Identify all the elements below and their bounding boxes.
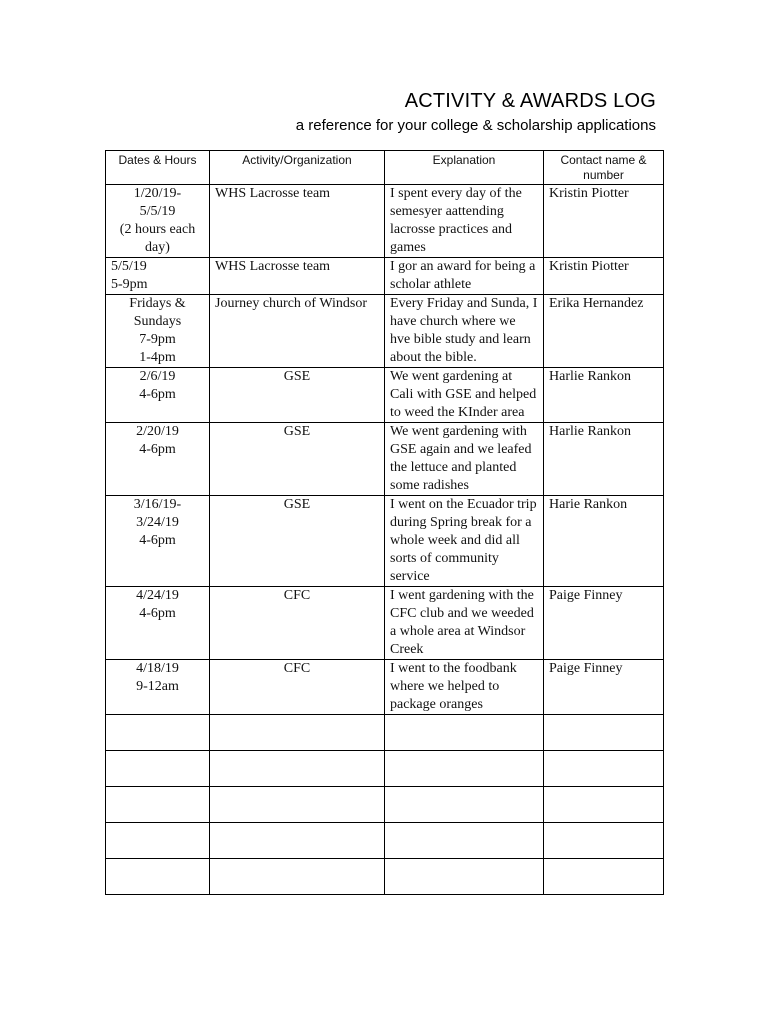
page-title: ACTIVITY & AWARDS LOG: [404, 90, 656, 112]
dates-cell: 4/24/19 4-6pm: [106, 587, 210, 660]
activity-log-table: [105, 150, 664, 895]
explanation-cell: We went gardening with GSE again and we leafed the lettuce and planted some radishes: [385, 423, 544, 496]
dates-cell: 2/6/19 4-6pm: [106, 368, 210, 423]
dates-cell: 2/20/19 4-6pm: [106, 423, 210, 496]
table-row-empty: [106, 787, 664, 823]
contact-cell: [544, 751, 664, 787]
table-row: [106, 496, 664, 587]
table-row: [106, 587, 664, 660]
explanation-cell: [385, 787, 544, 823]
contact-cell: Kristin Piotter: [544, 258, 664, 295]
table-row: [106, 368, 664, 423]
column-header-activity: Activity/Organization: [210, 151, 385, 185]
dates-cell: [106, 787, 210, 823]
dates-cell: [106, 715, 210, 751]
contact-cell: [544, 787, 664, 823]
activity-cell: CFC: [210, 587, 385, 660]
explanation-cell: Every Friday and Sunda, I have church where we hve bible study and learn about the bible.: [385, 295, 544, 368]
activity-cell: [210, 715, 385, 751]
contact-cell: Harie Rankon: [544, 496, 664, 587]
table-row-empty: [106, 715, 664, 751]
dates-cell: [106, 823, 210, 859]
activity-cell: [210, 751, 385, 787]
explanation-cell: I gor an award for being a scholar athlete: [385, 258, 544, 295]
dates-cell: 5/5/19 5-9pm: [106, 258, 210, 295]
dates-cell: [106, 751, 210, 787]
activity-cell: GSE: [210, 368, 385, 423]
table-header-row: [106, 151, 664, 185]
table-row-empty: [106, 823, 664, 859]
contact-cell: Erika Hernandez: [544, 295, 664, 368]
page-subtitle: a reference for your college & scholarship applications: [295, 117, 656, 134]
activity-cell: WHS Lacrosse team: [210, 185, 385, 258]
dates-cell: Fridays & Sundays 7-9pm 1-4pm: [106, 295, 210, 368]
activity-cell: [210, 823, 385, 859]
contact-cell: Harlie Rankon: [544, 423, 664, 496]
explanation-cell: I went to the foodbank where we helped to package oranges: [385, 660, 544, 715]
dates-cell: 3/16/19- 3/24/19 4-6pm: [106, 496, 210, 587]
activity-cell: Journey church of Windsor: [210, 295, 385, 368]
contact-cell: Kristin Piotter: [544, 185, 664, 258]
table-row: [106, 295, 664, 368]
explanation-cell: We went gardening at Cali with GSE and helped to weed the KInder area: [385, 368, 544, 423]
explanation-cell: [385, 751, 544, 787]
explanation-cell: I spent every day of the semesyer aattending lacrosse practices and games: [385, 185, 544, 258]
column-header-contact: Contact name & number: [544, 151, 664, 185]
contact-cell: Paige Finney: [544, 660, 664, 715]
activity-cell: GSE: [210, 423, 385, 496]
table-row: [106, 423, 664, 496]
contact-cell: Harlie Rankon: [544, 368, 664, 423]
dates-cell: 4/18/19 9-12am: [106, 660, 210, 715]
table-row: [106, 258, 664, 295]
column-header-dates: Dates & Hours: [106, 151, 210, 185]
table-row: [106, 660, 664, 715]
dates-cell: 1/20/19- 5/5/19 (2 hours each day): [106, 185, 210, 258]
dates-cell: [106, 859, 210, 895]
contact-cell: [544, 823, 664, 859]
explanation-cell: [385, 823, 544, 859]
table-row: [106, 185, 664, 258]
activity-cell: [210, 859, 385, 895]
explanation-cell: [385, 859, 544, 895]
table-row-empty: [106, 751, 664, 787]
contact-cell: Paige Finney: [544, 587, 664, 660]
explanation-cell: I went gardening with the CFC club and we weeded a whole area at Windsor Creek: [385, 587, 544, 660]
column-header-explanation: Explanation: [385, 151, 544, 185]
activity-cell: GSE: [210, 496, 385, 587]
explanation-cell: I went on the Ecuador trip during Spring break for a whole week and did all sorts of community service: [385, 496, 544, 587]
activity-cell: [210, 787, 385, 823]
contact-cell: [544, 715, 664, 751]
activity-cell: WHS Lacrosse team: [210, 258, 385, 295]
table-row-empty: [106, 859, 664, 895]
explanation-cell: [385, 715, 544, 751]
activity-cell: CFC: [210, 660, 385, 715]
contact-cell: [544, 859, 664, 895]
